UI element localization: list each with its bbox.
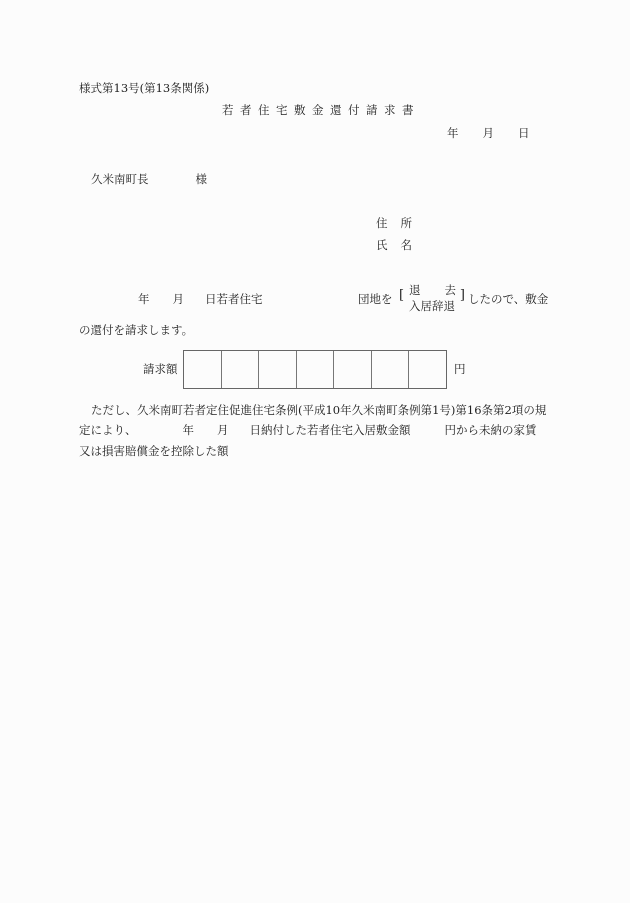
option-decline-moving-in[interactable]: 入居辞退 <box>409 299 455 313</box>
bracket-right: ] <box>459 288 465 303</box>
date-day-field[interactable]: 日 <box>518 126 530 140</box>
proviso-line-1: ただし、久米南町若者定住促進住宅条例(平成10年久米南町条例第1号)第16条第2項の規 <box>91 403 547 417</box>
addressee-honorific: 様 <box>195 172 207 186</box>
amount-digit-cell[interactable] <box>259 351 297 388</box>
date-month-field[interactable]: 月 <box>482 126 494 140</box>
form-number: 様式第13号(第13条関係) <box>79 81 210 95</box>
proviso-month-field[interactable]: 月 <box>217 423 229 437</box>
reason-options[interactable] <box>399 283 465 317</box>
amount-digit-cell[interactable] <box>334 351 372 388</box>
proviso-year-field[interactable]: 年 <box>182 423 194 437</box>
bracket-left: [ <box>399 288 405 303</box>
amount-unit: 円 <box>454 362 466 376</box>
amount-box <box>183 350 447 389</box>
statement-day-housing: 日若者住宅 <box>205 292 263 306</box>
amount-digit-cell[interactable] <box>409 351 446 388</box>
amount-digit-cell[interactable] <box>222 351 260 388</box>
address-field[interactable]: 住 所 <box>376 216 412 230</box>
statement-month-field[interactable]: 月 <box>172 292 184 306</box>
name-field[interactable]: 氏 名 <box>376 238 412 252</box>
complex-suffix: 団地を <box>358 292 393 306</box>
date-year-field[interactable]: 年 <box>447 126 459 140</box>
statement-year-field[interactable]: 年 <box>138 292 150 306</box>
statement-line-2: の還付を請求します。 <box>79 323 194 337</box>
addressee <box>91 174 207 186</box>
option-move-out[interactable]: 退 去 <box>409 283 456 297</box>
amount-digit-cell[interactable] <box>372 351 410 388</box>
statement-continuation: したので、敷金 <box>468 292 549 306</box>
proviso-line-3: 又は損害賠償金を控除した額 <box>79 444 229 458</box>
proviso-line-2: 定により、 年 月 日納付した若者住宅入居敷金額 円から未納の家賃 <box>79 423 537 437</box>
amount-digit-cell[interactable] <box>297 351 335 388</box>
amount-digit-cell[interactable] <box>184 351 222 388</box>
document-title: 若者住宅敷金還付請求書 <box>222 103 420 117</box>
statement-line-1 <box>138 294 263 306</box>
addressee-name: 久米南町長 <box>91 172 149 186</box>
amount-label: 請求額 <box>143 362 178 376</box>
date-row <box>447 128 530 140</box>
